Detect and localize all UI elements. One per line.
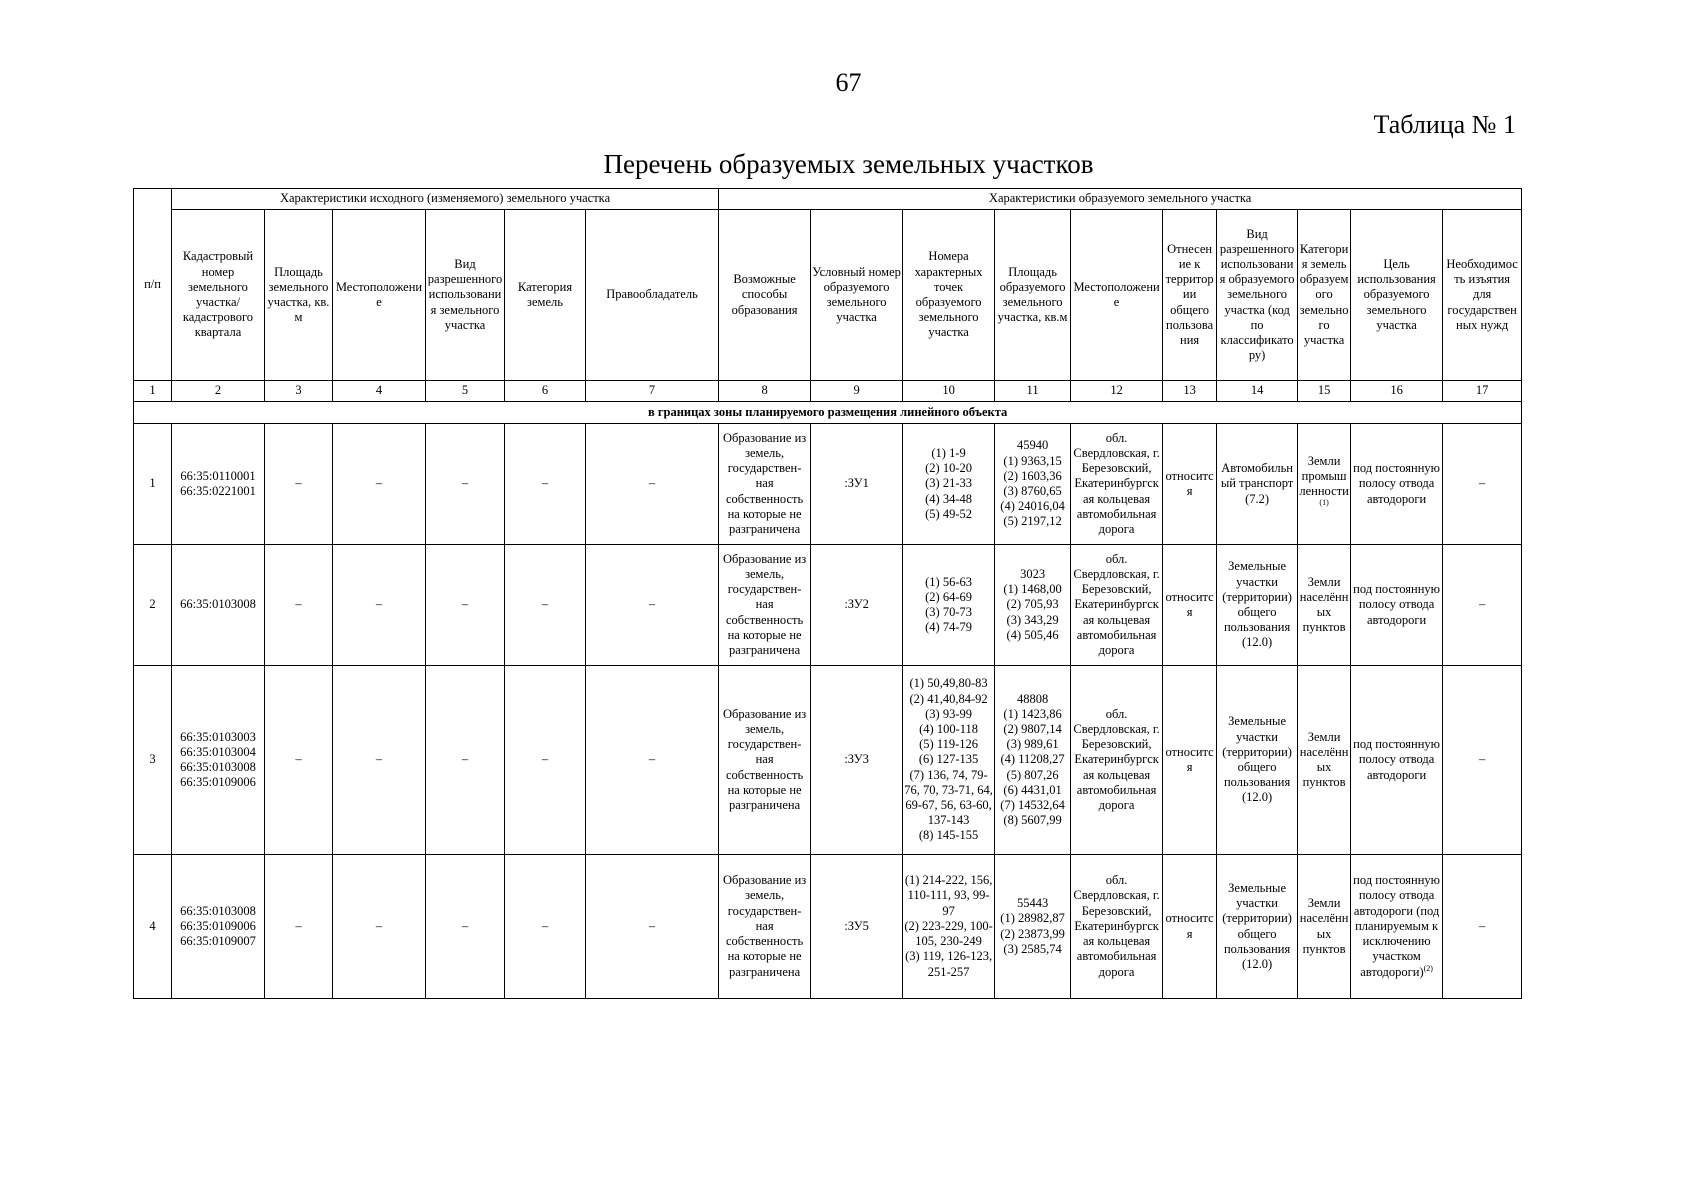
column-number: 11 (995, 381, 1071, 402)
header-cell: Площадь земельного участка, кв. м (265, 210, 333, 381)
cell-use: Земельные участки (территории) общего пользования (12.0) (1217, 666, 1298, 855)
header-cell: Условный номер образуемого земельного участка (811, 210, 903, 381)
cell-num: 2 (134, 545, 172, 666)
header-cell: Возможные способы образования (719, 210, 811, 381)
cell-method: Образование из земель, государствен-ная собственность на которые не разграничена (719, 545, 811, 666)
column-number: 12 (1071, 381, 1163, 402)
land-plots-table (133, 188, 1522, 999)
cell-purpose: под постоянную полосу отвода автодороги (1351, 545, 1443, 666)
column-number-row (134, 381, 1522, 402)
cell-public: относится (1163, 545, 1217, 666)
cell-category: Земли населённых пунктов (1298, 545, 1351, 666)
column-number: 8 (719, 381, 811, 402)
section-row (134, 402, 1522, 424)
cell-points: (1) 1-9 (2) 10-20 (3) 21-33 (4) 34-48 (5) 49-52 (903, 424, 995, 545)
cell-area: 3023 (1) 1468,00 (2) 705,93 (3) 343,29 (4) 505,46 (995, 545, 1071, 666)
cell-seizure: – (1443, 666, 1522, 855)
cell-location: обл. Свердловская, г. Березовский, Екатеринбургская кольцевая автомобильная дорога (1071, 424, 1163, 545)
column-number: 7 (586, 381, 719, 402)
cell-seizure: – (1443, 855, 1522, 999)
cell-purpose: под постоянную полосу отвода автодороги (под планируемым к исключению участком автодороги)$^{(2)}$ (1351, 855, 1443, 999)
cell-category: Земли населённых пунктов (1298, 666, 1351, 855)
column-number: 6 (505, 381, 586, 402)
header-cell: Кадастровый номер земельного участка/ кадастрового квартала (172, 210, 265, 381)
empty-dash-cell: – (426, 545, 505, 666)
cell-area: 55443 (1) 28982,87 (2) 23873,99 (3) 2585,74 (995, 855, 1071, 999)
empty-dash-cell: – (333, 666, 426, 855)
header-cell: Необходимость изъятия для государственных нужд (1443, 210, 1522, 381)
table-row (134, 855, 1522, 999)
header-cell: Категория земель (505, 210, 586, 381)
cell-points: (1) 50,49,80-83 (2) 41,40,84-92 (3) 93-99 (4) 100-118 (5) 119-126 (6) 127-135 (7) 136, 74, 79-76, 70, 73-71, 64, 69-67, 56, 63-60, 137-143 (8) 145-155 (903, 666, 995, 855)
group-header-row (134, 189, 1522, 210)
cell-cadastral: 66:35:0103003 66:35:0103004 66:35:0103008 66:35:0109006 (172, 666, 265, 855)
empty-dash-cell: – (586, 545, 719, 666)
empty-dash-cell: – (265, 855, 333, 999)
column-number: 15 (1298, 381, 1351, 402)
cell-cond-num: :ЗУ5 (811, 855, 903, 999)
column-number: 2 (172, 381, 265, 402)
empty-dash-cell: – (505, 666, 586, 855)
cell-public: относится (1163, 424, 1217, 545)
header-cell: Категория земель образуемого земельного участка (1298, 210, 1351, 381)
cell-category: Земли населённых пунктов (1298, 855, 1351, 999)
column-number: 1 (134, 381, 172, 402)
cell-public: относится (1163, 855, 1217, 999)
empty-dash-cell: – (265, 545, 333, 666)
header-cell: Правообладатель (586, 210, 719, 381)
group-header-target: Характеристики образуемого земельного участка (719, 189, 1522, 210)
empty-dash-cell: – (586, 424, 719, 545)
header-cell: Площадь образуемого земельного участка, кв.м (995, 210, 1071, 381)
empty-dash-cell: – (505, 545, 586, 666)
cell-points: (1) 214-222, 156, 110-111, 93, 99-97 (2) 223-229, 100-105, 230-249 (3) 119, 126-123, 251-257 (903, 855, 995, 999)
header-cell: Номера характерных точек образуемого земельного участка (903, 210, 995, 381)
table-number: Таблица № 1 (1373, 110, 1516, 139)
document-title: Перечень образуемых земельных участков (603, 149, 1094, 179)
cell-points: (1) 56-63 (2) 64-69 (3) 70-73 (4) 74-79 (903, 545, 995, 666)
table-row (134, 424, 1522, 545)
empty-dash-cell: – (333, 424, 426, 545)
cell-cadastral: 66:35:0103008 66:35:0109006 66:35:0109007 (172, 855, 265, 999)
column-number: 10 (903, 381, 995, 402)
empty-dash-cell: – (426, 666, 505, 855)
empty-dash-cell: – (426, 855, 505, 999)
table-row (134, 545, 1522, 666)
column-number: 13 (1163, 381, 1217, 402)
cell-area: 45940 (1) 9363,15 (2) 1603,36 (3) 8760,65 (4) 24016,04 (5) 2197,12 (995, 424, 1071, 545)
column-number: 4 (333, 381, 426, 402)
cell-cadastral: 66:35:0103008 (172, 545, 265, 666)
empty-dash-cell: – (586, 855, 719, 999)
cell-num: 3 (134, 666, 172, 855)
cell-purpose: под постоянную полосу отвода автодороги (1351, 424, 1443, 545)
empty-dash-cell: – (505, 424, 586, 545)
header-cell: п/п (134, 189, 172, 381)
cell-use: Земельные участки (территории) общего пользования (12.0) (1217, 545, 1298, 666)
cell-location: обл. Свердловская, г. Березовский, Екатеринбургская кольцевая автомобильная дорога (1071, 545, 1163, 666)
cell-method: Образование из земель, государствен-ная собственность на которые не разграничена (719, 855, 811, 999)
header-cell: Отнесение к территории общего пользования (1163, 210, 1217, 381)
cell-purpose: под постоянную полосу отвода автодороги (1351, 666, 1443, 855)
cell-cond-num: :ЗУ2 (811, 545, 903, 666)
column-number: 3 (265, 381, 333, 402)
footnote-mark: (2) (1423, 963, 1433, 973)
header-cell: Цель использования образуемого земельного участка (1351, 210, 1443, 381)
empty-dash-cell: – (265, 424, 333, 545)
column-number: 5 (426, 381, 505, 402)
cell-method: Образование из земель, государствен-ная собственность на которые не разграничена (719, 424, 811, 545)
cell-seizure: – (1443, 545, 1522, 666)
cell-cadastral: 66:35:0110001 66:35:0221001 (172, 424, 265, 545)
header-cell: Вид разрешенного использования образуемого земельного участка (код по классификатору) (1217, 210, 1298, 381)
empty-dash-cell: – (333, 855, 426, 999)
header-cell: Местоположение (1071, 210, 1163, 381)
page-number: 67 (835, 68, 862, 97)
header-cell: Местоположение (333, 210, 426, 381)
cell-num: 4 (134, 855, 172, 999)
header-cell: Вид разрешенного использования земельного участка (426, 210, 505, 381)
footnote-mark: (1) (1319, 498, 1329, 508)
cell-category: Земли промышленности$^{(1)}$ (1298, 424, 1351, 545)
cell-use: Автомобильный транспорт (7.2) (1217, 424, 1298, 545)
cell-area: 48808 (1) 1423,86 (2) 9807,14 (3) 989,61 (4) 11208,27 (5) 807,26 (6) 4431,01 (7) 14532,64 (8) 5607,99 (995, 666, 1071, 855)
table-row (134, 666, 1522, 855)
cell-method: Образование из земель, государствен-ная собственность на которые не разграничена (719, 666, 811, 855)
column-number: 9 (811, 381, 903, 402)
column-number: 14 (1217, 381, 1298, 402)
empty-dash-cell: – (265, 666, 333, 855)
cell-seizure: – (1443, 424, 1522, 545)
cell-location: обл. Свердловская, г. Березовский, Екатеринбургская кольцевая автомобильная дорога (1071, 666, 1163, 855)
header-row (134, 210, 1522, 381)
cell-cond-num: :ЗУ3 (811, 666, 903, 855)
column-number: 17 (1443, 381, 1522, 402)
section-title: в границах зоны планируемого размещения линейного объекта (134, 402, 1522, 424)
empty-dash-cell: – (505, 855, 586, 999)
empty-dash-cell: – (333, 545, 426, 666)
cell-location: обл. Свердловская, г. Березовский, Екатеринбургская кольцевая автомобильная дорога (1071, 855, 1163, 999)
column-number: 16 (1351, 381, 1443, 402)
empty-dash-cell: – (426, 424, 505, 545)
group-header-source: Характеристики исходного (изменяемого) земельного участка (172, 189, 719, 210)
cell-cond-num: :ЗУ1 (811, 424, 903, 545)
empty-dash-cell: – (586, 666, 719, 855)
cell-public: относится (1163, 666, 1217, 855)
cell-num: 1 (134, 424, 172, 545)
cell-use: Земельные участки (территории) общего пользования (12.0) (1217, 855, 1298, 999)
